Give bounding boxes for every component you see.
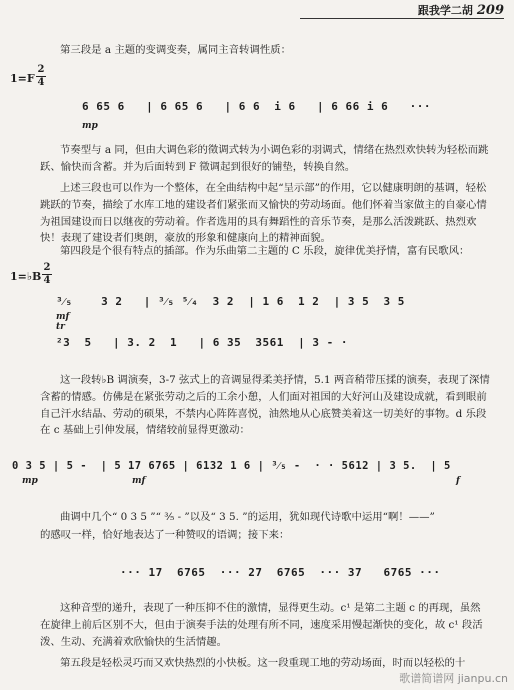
- section3-dynamic: mp: [82, 121, 98, 131]
- section3-time-signature: 2 4: [37, 64, 45, 88]
- section6-score: ··· 17 6765 ··· 27 6765 ··· 37 6765 ···: [120, 566, 441, 579]
- paragraph-6: 第五段是轻松灵巧而又欢快热烈的小快板。这一段重现工地的劳动场面，时而以轻松的十: [60, 657, 466, 669]
- section5-dynamic-a: mp: [22, 476, 38, 486]
- page-header: [418, 2, 504, 18]
- paragraph-4-line1: 曲调中几个“ 0 3 5 ”“ ³⁄₅ - ”以及“ 3 5. ”的运用，犹如现代诗歌中运用“啊！——”: [60, 511, 435, 523]
- section4-trill-mark: tr: [56, 322, 65, 332]
- watermark: 歌谱简谱网 jianpu.cn: [399, 672, 508, 685]
- paragraph-4-line2: 的感叹一样，恰好地表达了一种赞叹的语调；接下来：: [40, 529, 290, 541]
- section5-score: 0 3 5 | 5 - | 5 17 6765 | 6132 1 6 | ³⁄₅ - · · 5612 | 3 5. | 5: [12, 460, 451, 472]
- section4-key: 1=♭B: [10, 270, 42, 283]
- section4-score-line2: ²3 5 | 3. 2 1 | 6 35 3561 | 3 - ·: [56, 336, 349, 349]
- section5-dynamic-b: mf: [132, 476, 146, 486]
- paragraph-5: 这种音型的递升，表现了一种压抑不住的激情，显得更生动。c¹ 是第二主题 c 的再现，虽然在旋律上前后区别不大，但由于演奏手法的处理有所不同，速度采用慢起渐快的变化，故 c¹ 段活泼、生动、充满着欢欣愉快的生活情趣。: [40, 602, 483, 648]
- section3-score: 6 65 6 | 6 65 6 | 6 6 i 6 | 6 66 i 6 ···: [82, 100, 432, 113]
- section4-dynamic: mf: [56, 312, 70, 322]
- section3-intro: 第三段是 a 主题的变调变奏，属同主音转调性质：: [60, 44, 292, 56]
- header-rule: [300, 18, 504, 19]
- section4-time-signature: 2 4: [43, 262, 51, 286]
- page-number: 209: [476, 3, 504, 18]
- paragraph-2: 上述三段也可以作为一个整体，在全曲结构中起“呈示部”的作用，它以健康明朗的基调，轻松跳跃的节奏，描绘了水库工地的建设者们紧张而又愉快的劳动场面。他们怀着当家做主的自豪心情为祖国建设而日以继夜的劳动着。作者选用的具有舞蹈性的音乐节奏，是那么活泼跳跃、热烈欢快！表现了建设者们奥朗，豪放的形象和健康向上的精神面貌。: [40, 182, 487, 245]
- paragraph-3: 这一段转♭B 调演奏，3-7 弦式上的音调显得柔美抒情，5.1 两音稍带压揉的演奏，表现了深情含蓄的情感。仿佛是在紧张劳动之后的工余小憩，人们面对祖国的大好河山及建设成就，看到眼前自己汗水结晶、劳动的硕果，不禁内心阵阵喜悦，油然地从心底赞美着这一切美好的事物。d 乐段在 c 基础上引伸发展，情绪较前显得更激动：: [40, 374, 490, 437]
- section4-intro: 第四段是个很有特点的插部。作为乐曲第二主题的 C 乐段，旋律优美抒情，富有民歌风：: [60, 245, 470, 257]
- section5-dynamic-c: f: [456, 476, 460, 486]
- paragraph-1: 节奏型与 a 同，但由大调色彩的徵调式转为小调色彩的羽调式，情绪在热烈欢快转为轻松而跳跃、愉快而含蓄。并为后面转到 F 徵调起到很好的铺垫，转换自然。: [40, 144, 489, 173]
- book-title: 跟我学二胡: [417, 4, 473, 17]
- section3-key: 1=F: [10, 72, 35, 85]
- section4-score-line1: ³⁄₅ 3 2 | ³⁄₅ ⁵⁄₄ 3 2 | 1 6 1 2 | 3 5 3 5: [56, 295, 405, 308]
